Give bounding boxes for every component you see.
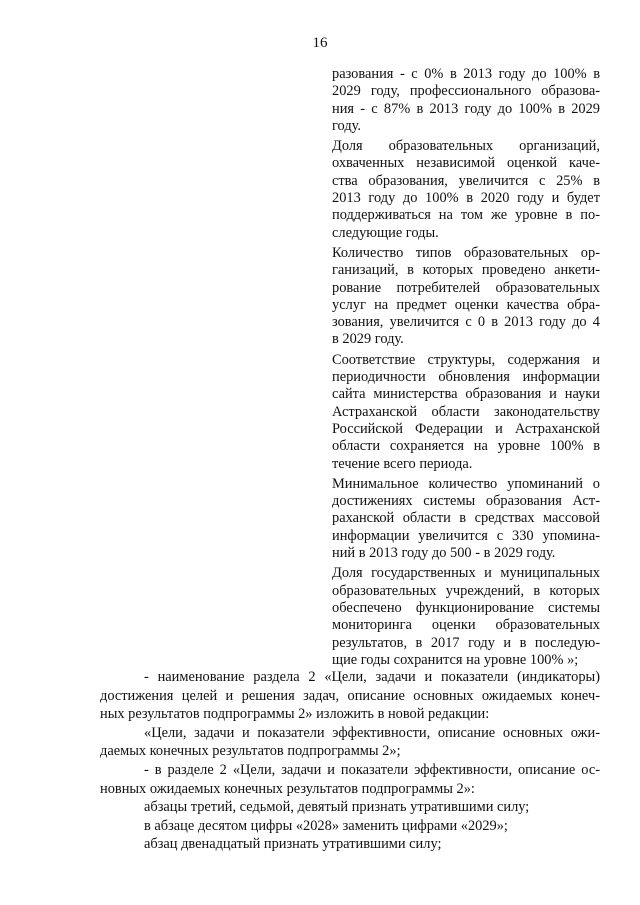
text-line: разования - с 0% в 2013 году до 100% в xyxy=(332,66,600,82)
text-line: поддерживаться на том же уровне в по- xyxy=(332,207,600,224)
body-line: - наименование раздела 2 «Цели, задачи и показатели (индикаторы) xyxy=(144,669,600,685)
text-line: охваченных независимой оценкой каче- xyxy=(332,155,600,172)
text-line: следующие годы. xyxy=(332,224,439,241)
text-line: образовательных учреждений, в которых xyxy=(332,582,600,599)
body-line: абзацы третий, седьмой, девятый признать утратившими силу; xyxy=(144,799,530,816)
text-line: Соответствие структуры, содержания и xyxy=(332,351,600,368)
right-column-text xyxy=(332,66,600,672)
text-line: 2013 году до 100% в 2020 году и будет xyxy=(332,190,600,207)
text-line: Доля государственных и муниципальных xyxy=(332,565,600,582)
text-line: 2029 году, профессионального образова- xyxy=(332,83,600,100)
text-line: ний в 2013 году до 500 - в 2029 году. xyxy=(332,545,556,562)
body-line: - в разделе 2 «Цели, задачи и показатели эффективности, описание ос- xyxy=(144,761,600,778)
text-line: в 2029 году. xyxy=(332,331,404,348)
text-line: Минимальное количество упоминаний о xyxy=(332,475,600,492)
body-line: даемых конечных результатов подпрограммы 2»; xyxy=(100,743,401,760)
body-line: новных ожидаемых конечных результатов подпрограммы 2»: xyxy=(100,780,475,797)
text-line: ния - с 87% в 2013 году до 100% в 2029 xyxy=(332,100,600,117)
text-line: Астраханской области законодательству xyxy=(332,403,600,420)
text-line: раханской области в средствах массовой xyxy=(332,510,600,527)
text-line: щие годы сохранится на уровне 100% »; xyxy=(332,651,579,668)
text-line: обеспечено функционирование системы xyxy=(332,599,600,616)
text-line: информации увеличится с 330 упомина- xyxy=(332,527,600,544)
text-line: достижениях системы образования Аст- xyxy=(332,493,600,510)
page-number: 16 xyxy=(312,35,328,51)
column-paragraph xyxy=(332,66,600,135)
text-line: услуг на предмет оценки качества обра- xyxy=(332,296,600,313)
column-paragraph xyxy=(332,565,600,669)
text-line: ства образования, увеличится с 25% в xyxy=(332,172,600,189)
text-line: Количество типов образовательных ор- xyxy=(332,244,600,261)
text-line: Российской Федерации и Астраханской xyxy=(332,420,600,437)
text-line: ганизаций, в которых проведено анкети- xyxy=(332,262,600,279)
column-paragraph xyxy=(332,138,600,242)
text-line: зования, увеличится с 0 в 2013 году до 4 xyxy=(332,314,600,331)
body-line: в абзаце десятом цифры «2028» заменить цифрами «2029»; xyxy=(144,817,508,834)
text-line: сайта министерства образования и науки xyxy=(332,386,600,403)
column-paragraph xyxy=(332,476,600,562)
text-line: году. xyxy=(332,117,361,134)
body-line: абзац двенадцатый признать утратившими силу; xyxy=(144,836,442,853)
body-line: «Цели, задачи и показатели эффективности, описание основных ожи- xyxy=(144,724,600,741)
text-line: рование потребителей образовательных xyxy=(332,279,600,296)
body-line: ных результатов подпрограммы 2» изложить в новой редакции: xyxy=(100,706,490,723)
column-paragraph xyxy=(332,352,600,473)
body-line: достижения целей и решения задач, описание основных ожидаемых конеч- xyxy=(100,687,600,704)
text-line: течение всего периода. xyxy=(332,455,473,472)
column-paragraph xyxy=(332,245,600,349)
text-line: результатов, в 2017 году и в последую- xyxy=(332,634,600,651)
text-line: Доля образовательных организаций, xyxy=(332,138,600,155)
text-line: мониторинга оценки образовательных xyxy=(332,617,600,634)
text-line: периодичности обновления информации xyxy=(332,369,600,386)
text-line: области сохраняется на уровне 100% в xyxy=(332,438,600,455)
main-body-text xyxy=(100,668,600,854)
